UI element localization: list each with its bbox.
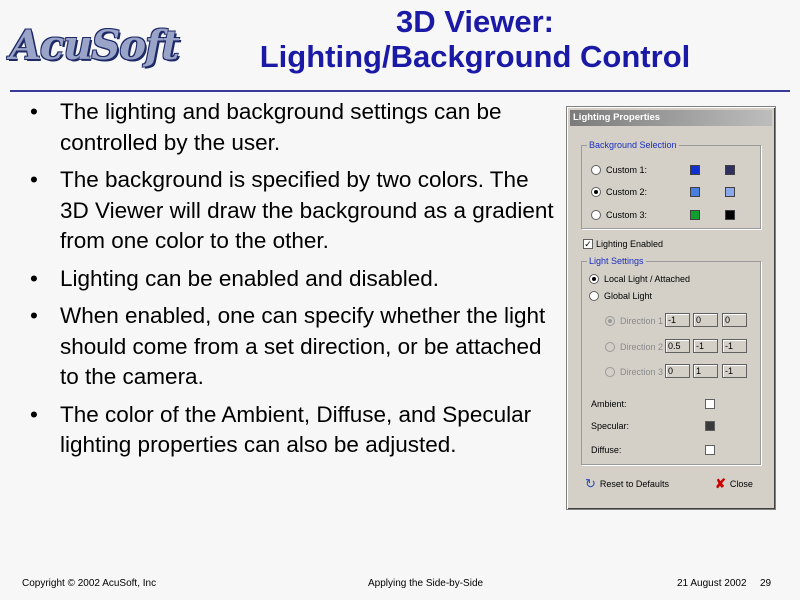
ambient-row: [591, 398, 627, 410]
bullet-text: The lighting and background settings can be controlled by the user.: [60, 99, 502, 155]
custom-3-label: Custom 3:: [606, 210, 648, 220]
title-rule: [10, 90, 790, 92]
bullet-text: The background is specified by two colors. The 3D Viewer will draw the background as a gradient from one color to the other.: [60, 167, 554, 253]
direction-2-y-field[interactable]: -1: [693, 339, 718, 353]
custom-2-label: Custom 2:: [606, 187, 648, 197]
custom-3-color-1[interactable]: [690, 210, 700, 220]
reset-to-defaults-label: Reset to Defaults: [599, 479, 669, 489]
footer-copyright: Copyright © 2002 AcuSoft, Inc: [22, 578, 157, 589]
direction-1-radio[interactable]: [605, 316, 615, 326]
dialog-title-bar: Lighting Properties: [570, 110, 772, 126]
bullet-item: [30, 301, 560, 393]
footer-center-text: Applying the Side-by-Side: [368, 578, 484, 589]
custom-2-color-1[interactable]: [690, 187, 700, 197]
direction-3-y-field[interactable]: 1: [693, 364, 718, 378]
global-light-label: Global Light: [604, 291, 653, 301]
logo: AcuSoft: [10, 22, 179, 69]
custom-3-color-2[interactable]: [725, 210, 735, 220]
custom-3-radio[interactable]: [591, 210, 601, 220]
custom-3-option[interactable]: [591, 209, 647, 221]
global-light-radio[interactable]: [589, 291, 599, 301]
direction-1-option[interactable]: [605, 315, 663, 327]
bullet-item: [30, 264, 560, 295]
lighting-enabled-checkbox[interactable]: ✓: [584, 239, 592, 249]
lighting-enabled-label: Lighting Enabled: [596, 239, 664, 249]
bullet-text: The color of the Ambient, Diffuse, and Specular lighting properties can also be adjusted.: [60, 401, 532, 457]
lighting-properties-dialog: [566, 106, 776, 510]
bullet-item: [30, 400, 560, 461]
title-line-1: 3D Viewer:: [396, 4, 554, 39]
direction-3-option[interactable]: [605, 366, 663, 378]
direction-1-label: Direction 1: [620, 316, 664, 326]
local-light-label: Local Light / Attached: [604, 274, 691, 284]
close-icon: ✘: [715, 476, 726, 491]
bullet-dot: •: [30, 99, 38, 124]
specular-label: Specular:: [591, 421, 630, 431]
direction-3-z-field[interactable]: -1: [722, 364, 747, 378]
local-light-option[interactable]: [589, 273, 690, 285]
bullet-dot: •: [30, 401, 38, 427]
light-settings-label: Light Settings: [589, 256, 644, 266]
ambient-color-box[interactable]: [705, 399, 715, 409]
footer-page-number: 29: [760, 578, 772, 589]
lighting-enabled-option[interactable]: [583, 238, 663, 250]
direction-3-radio[interactable]: [605, 367, 615, 377]
bullet-text: Lighting can be enabled and disabled.: [60, 265, 440, 291]
specular-color-box[interactable]: [705, 421, 715, 431]
close-label: Close: [729, 479, 753, 489]
local-light-radio[interactable]: [589, 274, 599, 284]
direction-2-x-field[interactable]: 0.5: [665, 339, 690, 353]
direction-1-y-field[interactable]: 0: [693, 313, 718, 327]
diffuse-row: [591, 444, 621, 456]
slide-title: [200, 4, 750, 74]
footer-date: 21 August 2002: [677, 578, 747, 589]
direction-2-option[interactable]: [605, 341, 663, 353]
ambient-label: Ambient:: [591, 399, 627, 409]
direction-2-radio[interactable]: [605, 342, 615, 352]
bullet-item: [30, 97, 560, 158]
direction-1-x-field[interactable]: -1: [665, 313, 690, 327]
custom-1-option[interactable]: [591, 164, 647, 176]
custom-1-color-1[interactable]: [690, 165, 700, 175]
bullet-item: [30, 165, 560, 257]
direction-2-label: Direction 2: [620, 342, 664, 352]
direction-1-z-field[interactable]: 0: [722, 313, 747, 327]
custom-1-radio[interactable]: [591, 165, 601, 175]
custom-2-option[interactable]: [591, 186, 647, 198]
custom-2-radio[interactable]: [591, 187, 601, 197]
bullet-list: [30, 97, 560, 468]
background-selection-label: Background Selection: [589, 140, 677, 150]
reset-icon: ↻: [585, 476, 596, 491]
title-line-2: Lighting/Background Control: [259, 39, 691, 74]
diffuse-color-box[interactable]: [705, 445, 715, 455]
reset-to-defaults-button[interactable]: [585, 475, 669, 493]
direction-3-x-field[interactable]: 0: [665, 364, 690, 378]
global-light-option[interactable]: [589, 290, 652, 302]
bullet-dot: •: [30, 265, 38, 291]
specular-row: [591, 420, 629, 432]
bullet-text: When enabled, one can specify whether the light should come from a set direction, or be attached to the camera.: [60, 303, 546, 389]
custom-2-color-2[interactable]: [725, 187, 735, 197]
close-button[interactable]: [715, 475, 753, 493]
bullet-dot: •: [30, 303, 38, 328]
custom-1-color-2[interactable]: [725, 165, 735, 175]
direction-3-label: Direction 3: [620, 367, 664, 377]
diffuse-label: Diffuse:: [591, 445, 622, 455]
bullet-dot: •: [30, 167, 38, 192]
direction-2-z-field[interactable]: -1: [722, 339, 747, 353]
custom-1-label: Custom 1:: [606, 165, 648, 175]
